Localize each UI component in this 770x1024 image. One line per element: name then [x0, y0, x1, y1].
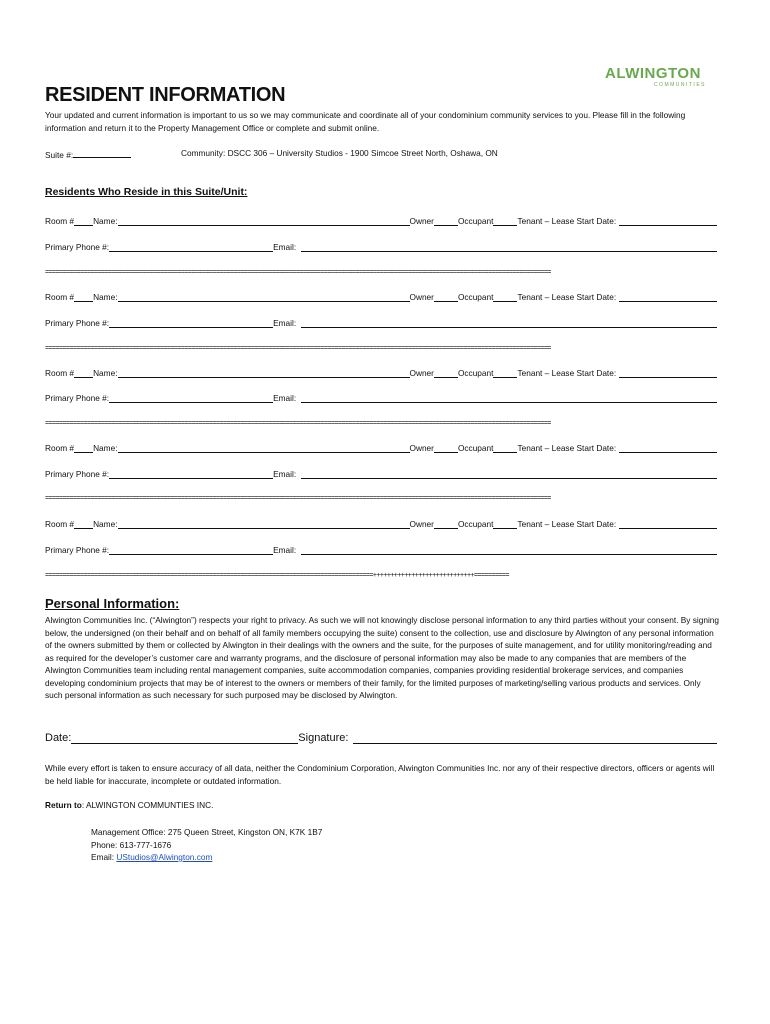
lease-start-input[interactable]: [619, 216, 717, 226]
suite-field[interactable]: [45, 148, 131, 160]
name-input[interactable]: [118, 216, 410, 226]
owner-check[interactable]: [434, 368, 458, 378]
email-label: Email:: [273, 545, 297, 555]
lease-start-input[interactable]: [619, 368, 717, 378]
resident-row-1: [45, 216, 717, 226]
email-input[interactable]: [301, 242, 717, 252]
email-input[interactable]: [301, 545, 717, 555]
phone-input[interactable]: [109, 469, 273, 479]
occupant-label: Occupant: [457, 216, 494, 226]
room-label: Room #: [45, 443, 75, 453]
name-input[interactable]: [118, 519, 410, 529]
occupant-check[interactable]: [493, 443, 517, 453]
room-input[interactable]: [74, 519, 93, 529]
resident-row-3: [45, 368, 717, 378]
room-input[interactable]: [74, 443, 93, 453]
separator: =================================================================================================================================================: [45, 420, 551, 427]
tenant-label: Tenant – Lease Start Date:: [517, 216, 617, 226]
date-input[interactable]: [71, 731, 298, 744]
separator: =================================================================================================================================================: [45, 495, 551, 502]
phone-input[interactable]: [109, 318, 273, 328]
name-label: Name:: [93, 216, 118, 226]
room-input[interactable]: [74, 368, 93, 378]
return-to: [45, 800, 213, 810]
occupant-label: Occupant: [457, 519, 494, 529]
phone-label: Primary Phone #:: [45, 545, 110, 555]
page-title: RESIDENT INFORMATION: [45, 84, 286, 106]
name-input[interactable]: [118, 368, 410, 378]
name-input[interactable]: [118, 443, 410, 453]
return-value: : ALWINGTON COMMUNTIES INC.: [81, 800, 214, 810]
separator-last: ==============================================================================================+++++++++++++++++++++++++++++==========: [45, 572, 509, 579]
contact-row-5: [45, 545, 717, 555]
alwington-logo: [598, 66, 708, 88]
suite-label: Suite #:: [45, 150, 74, 160]
room-label: Room #: [45, 519, 75, 529]
contact-block: [91, 826, 322, 864]
owner-check[interactable]: [434, 519, 458, 529]
tenant-label: Tenant – Lease Start Date:: [517, 443, 617, 453]
resident-row-5: [45, 519, 717, 529]
office-phone: Phone: 613-777-1676: [91, 839, 172, 850]
room-label: Room #: [45, 368, 75, 378]
contact-row-2: [45, 318, 717, 328]
resident-row-2: [45, 292, 717, 302]
residents-heading: Residents Who Reside in this Suite/Unit:: [45, 186, 248, 198]
email-label: Email:: [273, 242, 297, 252]
occupant-check[interactable]: [493, 216, 517, 226]
name-label: Name:: [93, 368, 118, 378]
email-input[interactable]: [301, 318, 717, 328]
name-label: Name:: [93, 443, 118, 453]
email-input[interactable]: [301, 393, 717, 403]
owner-label: Owner: [409, 519, 434, 529]
email-label: Email:: [273, 393, 297, 403]
tenant-label: Tenant – Lease Start Date:: [517, 368, 617, 378]
lease-start-input[interactable]: [619, 443, 717, 453]
lease-start-input[interactable]: [619, 292, 717, 302]
resident-row-4: [45, 443, 717, 453]
occupant-label: Occupant: [457, 443, 494, 453]
signature-label: Signature:: [298, 732, 349, 744]
name-input[interactable]: [118, 292, 410, 302]
phone-input[interactable]: [109, 545, 273, 555]
room-input[interactable]: [74, 292, 93, 302]
room-label: Room #: [45, 216, 75, 226]
tenant-label: Tenant – Lease Start Date:: [517, 519, 617, 529]
occupant-check[interactable]: [493, 368, 517, 378]
phone-input[interactable]: [109, 393, 273, 403]
name-label: Name:: [93, 292, 118, 302]
office-address: Management Office: 275 Queen Street, Kingston ON, K7K 1B7: [91, 827, 323, 837]
lease-start-input[interactable]: [619, 519, 717, 529]
logo-sub: COMMUNITIES: [653, 82, 706, 88]
owner-label: Owner: [409, 292, 434, 302]
owner-check[interactable]: [434, 216, 458, 226]
personal-heading: Personal Information:: [45, 596, 180, 611]
suite-blank[interactable]: [73, 148, 131, 158]
occupant-label: Occupant: [457, 368, 494, 378]
occupant-label: Occupant: [457, 292, 494, 302]
separator: =================================================================================================================================================: [45, 345, 551, 352]
disclaimer-text: While every effort is taken to ensure accuracy of all data, neither the Condominium Corporation, Alwington Communities Inc. nor any of their respective directors, officers or agents will be held liable for inaccurate, incomplete or outdated information.: [45, 763, 715, 786]
phone-input[interactable]: [109, 242, 273, 252]
owner-check[interactable]: [434, 292, 458, 302]
email-label: Email:: [273, 318, 297, 328]
name-label: Name:: [93, 519, 118, 529]
room-input[interactable]: [74, 216, 93, 226]
logo-name: ALWINGTON: [605, 65, 701, 82]
occupant-check[interactable]: [493, 519, 517, 529]
intro-text: Your updated and current information is important to us so we may communicate and coordinate all of your condominium community services to you. Please fill in the following information and return it to the Property Management Office or complete and submit online.: [45, 110, 686, 133]
contact-row-3: [45, 393, 717, 403]
signature-input[interactable]: [353, 731, 717, 744]
occupant-check[interactable]: [493, 292, 517, 302]
phone-label: Primary Phone #:: [45, 318, 110, 328]
office-email: [91, 851, 322, 864]
email-link[interactable]: UStudios@Alwington.com: [116, 852, 213, 862]
phone-label: Primary Phone #:: [45, 393, 110, 403]
signature-row: [45, 731, 717, 744]
phone-label: Primary Phone #:: [45, 242, 110, 252]
tenant-label: Tenant – Lease Start Date:: [517, 292, 617, 302]
email-input[interactable]: [301, 469, 717, 479]
separator: =================================================================================================================================================: [45, 269, 551, 276]
email-prefix: Email:: [91, 852, 117, 862]
owner-check[interactable]: [434, 443, 458, 453]
email-label: Email:: [273, 469, 297, 479]
owner-label: Owner: [409, 443, 434, 453]
owner-label: Owner: [409, 368, 434, 378]
date-label: Date:: [45, 732, 72, 744]
room-label: Room #: [45, 292, 75, 302]
community-text: Community: DSCC 306 – University Studios - 1900 Simcoe Street North, Oshawa, ON: [181, 148, 498, 158]
owner-label: Owner: [409, 216, 434, 226]
phone-label: Primary Phone #:: [45, 469, 110, 479]
return-label: Return to: [45, 800, 82, 810]
privacy-text: Alwington Communities Inc. (“Alwington”) respects your right to privacy. As such we will not knowingly disclose personal information to any third parties without your consent. By signing below, the undersigned (on their behalf and on behalf of all family members occupying the suite) consent to the collection, use and disclosure by Alwington of any personal information of the owners submitted by them or collected by Alwington in their dealings with the owners and the suite, for the purposes of suite management, and for utility monitoring/reading and as required for the developer’s customer care and warranty programs, and the disclosure of personal information may also be made to any companies that are members of the Alwington Communities team including rental management companies, suite accommodation companies, companies providing residential brokerage services, and companies developing condominium projects that may be of interest to the owners or members of their family, for the limited purposes of marketing/selling various products and services. Only such personal information as such necessary for such purposed may be disclosed by Alwington.: [45, 615, 720, 700]
contact-row-1: [45, 242, 717, 252]
contact-row-4: [45, 469, 717, 479]
